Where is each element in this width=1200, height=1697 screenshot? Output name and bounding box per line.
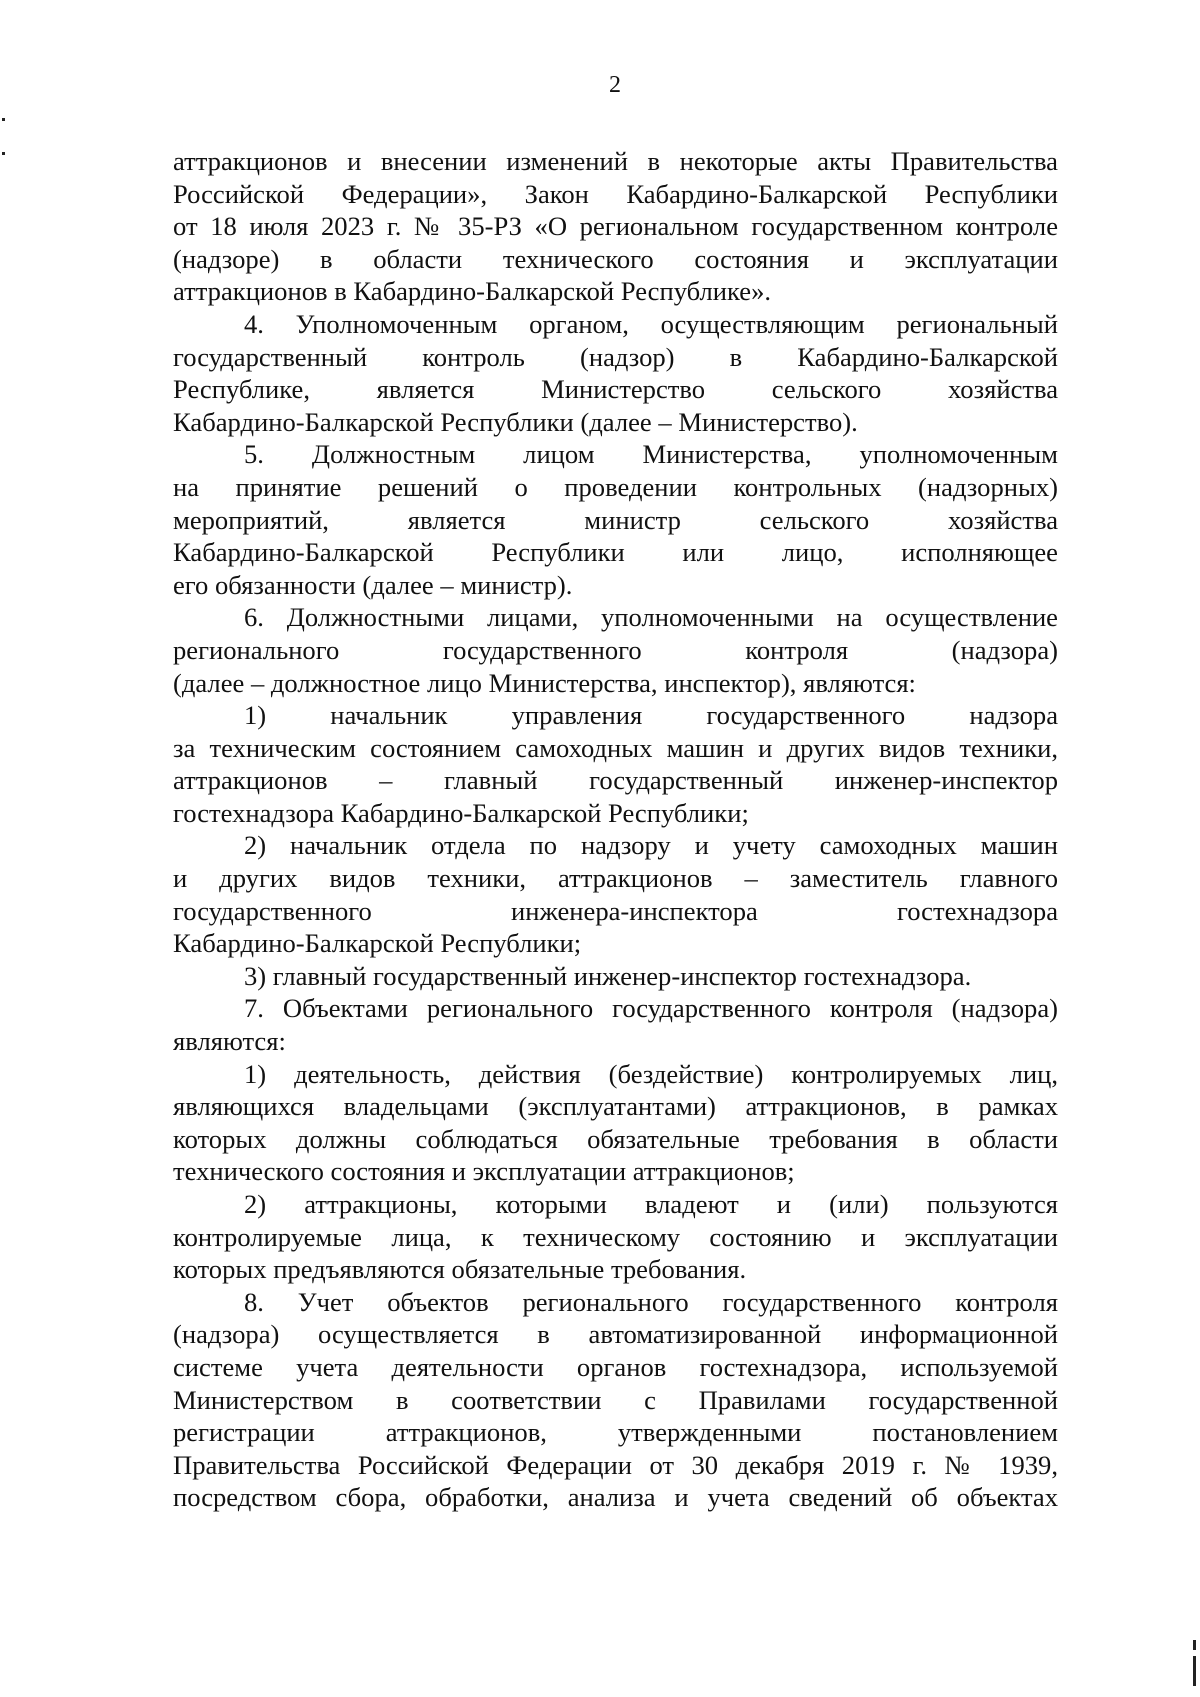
text-line: от 18 июля 2023 г. № 35-РЗ «О региональном государственном контроле (173, 211, 1058, 242)
document-body (173, 145, 1058, 1514)
text-line: 1) деятельность, действия (бездействие) контролируемых лиц, (244, 1058, 1058, 1089)
text-line: (далее – должностное лицо Министерства, инспектор), являются: (173, 667, 916, 698)
text-line: государственный контроль (надзор) в Кабардино-Балкарской (173, 341, 1058, 372)
text-line: регистрации аттракционов, утвержденными постановлением (173, 1417, 1058, 1448)
text-line: технического состояния и эксплуатации аттракционов; (173, 1156, 795, 1187)
text-line: Кабардино-Балкарской Республики; (173, 928, 582, 959)
text-line: Министерством в соответствии с Правилами государственной (173, 1384, 1058, 1415)
text-line: аттракционов в Кабардино-Балкарской Республике». (173, 276, 772, 307)
text-line: являющихся владельцами (эксплуатантами) аттракционов, в рамках (173, 1091, 1058, 1122)
text-line: 6. Должностными лицами, уполномоченными на осуществление (244, 602, 1058, 633)
text-line: 8. Учет объектов регионального государственного контроля (244, 1286, 1058, 1317)
text-line: аттракционов и внесении изменений в некоторые акты Правительства (173, 146, 1058, 176)
text-line: 4. Уполномоченным органом, осуществляющим региональный (244, 308, 1058, 339)
text-line: 2) начальник отдела по надзору и учету самоходных машин (244, 830, 1058, 861)
text-line: системе учета деятельности органов гостехнадзора, используемой (173, 1351, 1058, 1382)
page-number: 2 (609, 72, 621, 98)
text-line: за техническим состоянием самоходных машин и других видов техники, (173, 732, 1058, 763)
text-line: которых предъявляются обязательные требования. (173, 1254, 747, 1285)
text-line: контролируемые лица, к техническому состоянию и эксплуатации (173, 1221, 1058, 1252)
text-line: 2) аттракционы, которыми владеют и (или) пользуются (244, 1189, 1058, 1219)
text-line: Правительства Российской Федерации от 30 декабря 2019 г. № 1939, (173, 1449, 1058, 1480)
text-line: мероприятий, является министр сельского хозяйства (173, 504, 1058, 535)
text-line: Российской Федерации», Закон Кабардино-Балкарской Республики (173, 178, 1058, 209)
text-line: аттракционов – главный государственный инженер-инспектор (173, 765, 1058, 796)
scan-mark (2, 152, 5, 155)
text-line: которых должны соблюдаться обязательные требования в области (173, 1123, 1058, 1154)
scan-mark (1193, 1640, 1196, 1650)
text-line: и других видов техники, аттракционов – заместитель главного (173, 863, 1058, 894)
text-line: Кабардино-Балкарской Республики (далее – Министерство). (173, 406, 858, 437)
scan-mark (1193, 1656, 1196, 1686)
text-line: 3) главный государственный инженер-инспектор гостехнадзора. (244, 960, 972, 991)
text-line: (надзоре) в области технического состояния и эксплуатации (173, 243, 1058, 274)
text-line: гостехнадзора Кабардино-Балкарской Республики; (173, 797, 749, 828)
text-line: его обязанности (далее – министр). (173, 569, 573, 600)
text-line: на принятие решений о проведении контрольных (надзорных) (173, 471, 1058, 502)
text-line: 1) начальник управления государственного надзора (244, 700, 1058, 731)
text-line: посредством сбора, обработки, анализа и учета сведений об объектах (173, 1482, 1058, 1513)
text-line: 7. Объектами регионального государственного контроля (надзора) (244, 993, 1058, 1024)
text-line: регионального государственного контроля (надзора) (173, 634, 1058, 665)
text-line: Республике, является Министерство сельского хозяйства (173, 374, 1058, 405)
text-line: (надзора) осуществляется в автоматизированной информационной (173, 1319, 1058, 1350)
text-line: государственного инженера-инспектора гостехнадзора (173, 895, 1058, 926)
text-line: 5. Должностным лицом Министерства, уполномоченным (244, 439, 1058, 470)
text-line: являются: (173, 1026, 286, 1057)
scan-mark (2, 118, 5, 121)
text-line: Кабардино-Балкарской Республики или лицо, исполняющее (173, 537, 1058, 568)
